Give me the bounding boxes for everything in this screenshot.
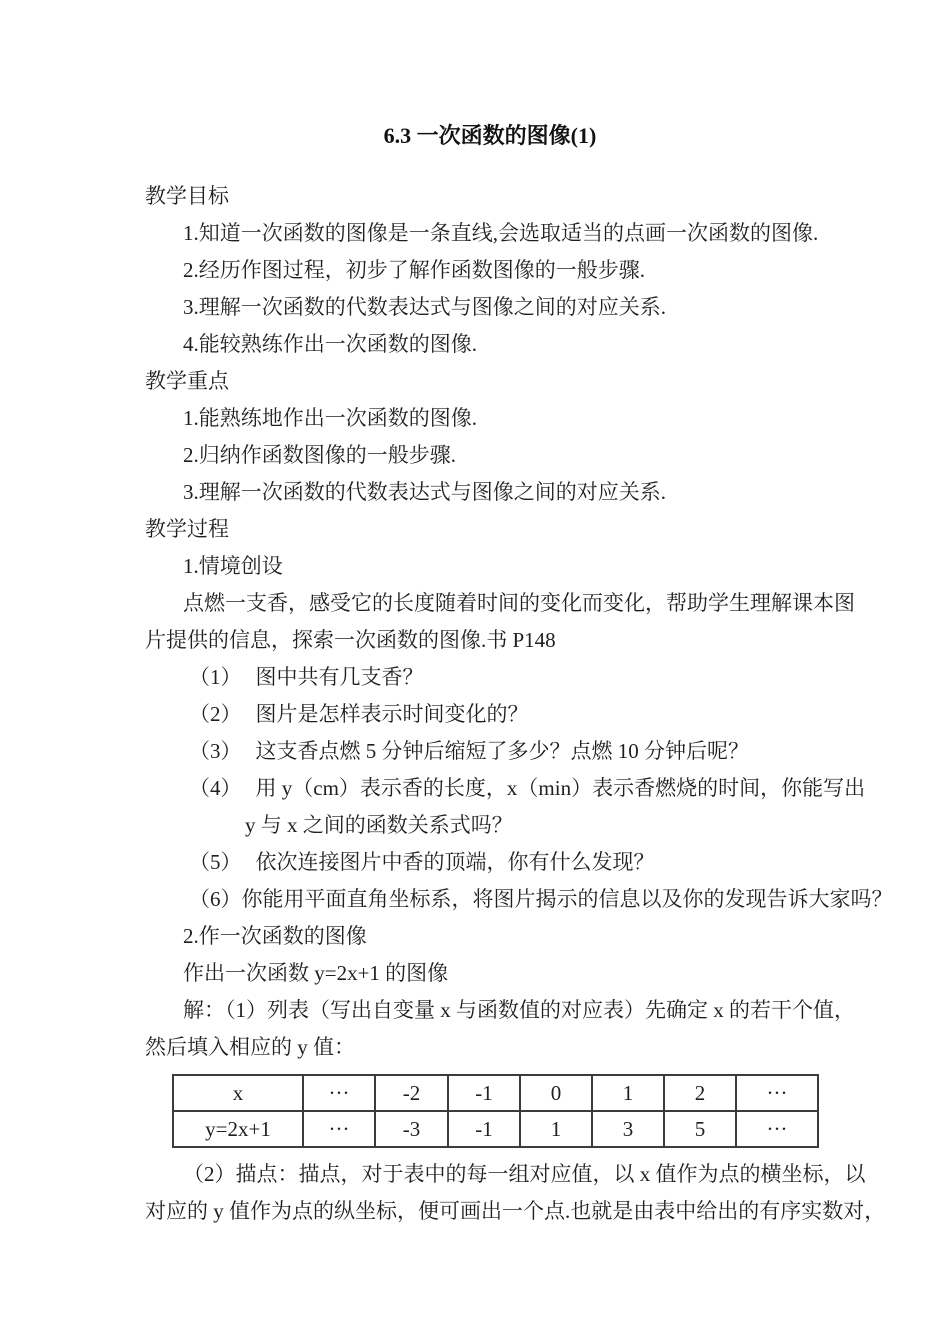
table-cell: 0: [520, 1075, 592, 1111]
intro-line: 片提供的信息，探索一次函数的图像.书 P148: [145, 628, 556, 652]
table-cell: y=2x+1: [173, 1111, 303, 1147]
objective-item: 3.理解一次函数的代数表达式与图像之间的对应关系.: [183, 295, 666, 319]
question-text: 依次连接图片中香的顶端，你有什么发现？: [255, 850, 655, 874]
question-number: （6）: [189, 887, 242, 911]
question-text: 用 y（cm）表示香的长度，x（min）表示香燃烧的时间，你能写出: [255, 776, 866, 800]
plotting-line: （2）描点：描点，对于表中的每一组对应值，以 x 值作为点的横坐标，以: [183, 1162, 866, 1186]
question-number: （1）: [189, 665, 242, 689]
table-row-y: [173, 1111, 818, 1147]
graphing-task: 作出一次函数 y=2x+1 的图像: [183, 961, 449, 985]
key-point-item: 3.理解一次函数的代数表达式与图像之间的对应关系.: [183, 480, 666, 504]
table-cell: 5: [664, 1111, 736, 1147]
table-cell: -2: [375, 1075, 448, 1111]
key-point-item: 1.能熟练地作出一次函数的图像.: [183, 406, 477, 430]
situation-heading: 1.情境创设: [183, 554, 283, 578]
plotting-line: 对应的 y 值作为点的纵坐标，便可画出一个点.也就是由表中给出的有序实数对，: [145, 1199, 886, 1223]
graphing-heading: 2.作一次函数的图像: [183, 924, 367, 948]
table-cell: 1: [592, 1075, 664, 1111]
table-cell: x: [173, 1075, 303, 1111]
document-content: [145, 118, 893, 1230]
question-item: [145, 733, 835, 770]
table-row-x: [173, 1075, 818, 1111]
question-item: [145, 881, 893, 918]
objective-item: 2.经历作图过程，初步了解作函数图像的一般步骤.: [183, 258, 645, 282]
table-cell: ···: [303, 1075, 375, 1111]
process-heading: 教学过程: [145, 517, 229, 541]
table-cell: -3: [375, 1111, 448, 1147]
document-title: 6.3 一次函数的图像(1): [383, 123, 597, 148]
question-item: [145, 659, 835, 696]
question-number: （4）: [189, 776, 242, 800]
solution-line: 然后填入相应的 y 值：: [145, 1035, 355, 1059]
key-point-item: 2.归纳作函数图像的一般步骤.: [183, 443, 456, 467]
key-points-heading: 教学重点: [145, 369, 229, 393]
question-item: [145, 844, 835, 881]
objectives-heading: 教学目标: [145, 184, 229, 208]
question-number: （5）: [189, 850, 242, 874]
table-cell: -1: [448, 1075, 520, 1111]
table-cell: ···: [736, 1111, 818, 1147]
table-cell: ···: [303, 1111, 375, 1147]
objective-item: 1.知道一次函数的图像是一条直线,会选取适当的点画一次函数的图像.: [183, 221, 819, 245]
question-number: （2）: [189, 702, 242, 726]
question-item: [145, 696, 835, 733]
table-cell: -1: [448, 1111, 520, 1147]
question-text: 图片是怎样表示时间变化的？: [255, 702, 529, 726]
value-table: [172, 1074, 819, 1148]
table-cell: 2: [664, 1075, 736, 1111]
question-number: （3）: [189, 739, 242, 763]
question-continuation: y 与 x 之间的函数关系式吗？: [245, 813, 513, 837]
table-cell: 3: [592, 1111, 664, 1147]
table-cell: 1: [520, 1111, 592, 1147]
objective-item: 4.能较熟练作出一次函数的图像.: [183, 332, 477, 356]
table-cell: ···: [736, 1075, 818, 1111]
intro-line: 点燃一支香，感受它的长度随着时间的变化而变化，帮助学生理解课本图: [183, 591, 855, 615]
question-text: 你能用平面直角坐标系，将图片揭示的信息以及你的发现告诉大家吗？: [241, 887, 893, 911]
question-item: [145, 770, 866, 807]
question-text: 图中共有几支香？: [255, 665, 424, 689]
question-text: 这支香点燃 5 分钟后缩短了多少？点燃 10 分钟后呢？: [255, 739, 749, 763]
solution-line: 解：（1）列表（写出自变量 x 与函数值的对应表）先确定 x 的若干个值，: [183, 998, 855, 1022]
